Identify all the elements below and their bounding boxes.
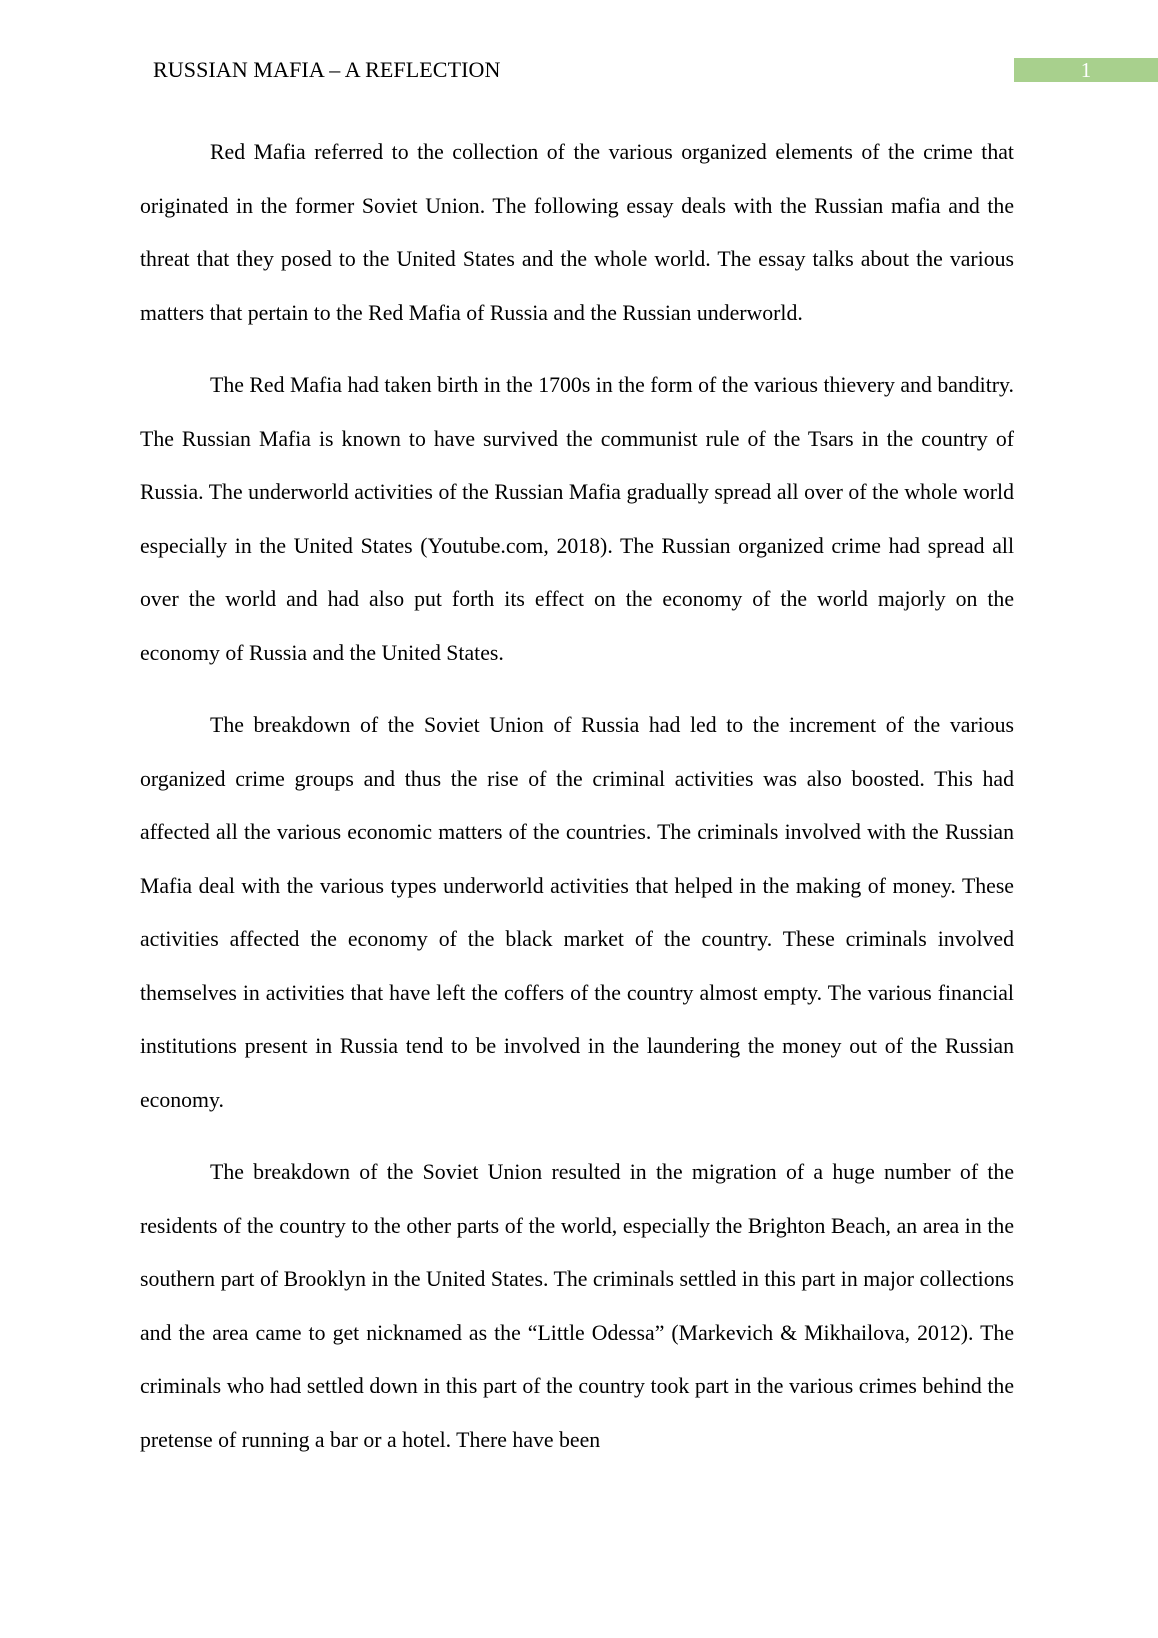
paragraph-3: The breakdown of the Soviet Union of Russia had led to the increment of the various organized crime groups and thus the rise of the criminal activities was also boosted. This had affected all the various economic matters of the countries. The criminals involved with the Russian Mafia deal with the various types underworld activities that helped in the making of money. These activities affected the economy of the black market of the country. These criminals involved themselves in activities that have left the coffers of the country almost empty. The various financial institutions present in Russia tend to be involved in the laundering the money out of the Russian economy.: [140, 713, 1014, 1112]
paragraph-2: The Red Mafia had taken birth in the 1700s in the form of the various thievery and banditry. The Russian Mafia is known to have survived the communist rule of the Tsars in the country of Russia. The underworld activities of the Russian Mafia gradually spread all over of the whole world especially in the United States (Youtube.com, 2018). The Russian organized crime had spread all over the world and had also put forth its effect on the economy of the world majorly on the economy of Russia and the United States.: [140, 373, 1014, 665]
page-number-box: [1014, 58, 1158, 82]
running-head: RUSSIAN MAFIA – A REFLECTION: [153, 57, 501, 82]
body-text: [140, 126, 1014, 1486]
paragraph-4: The breakdown of the Soviet Union resulted in the migration of a huge number of the residents of the country to the other parts of the world, especially the Brighton Beach, an area in the southern part of Brooklyn in the United States. The criminals settled in this part in major collections and the area came to get nicknamed as the “Little Odessa” (Markevich & Mikhailova, 2012). The criminals who had settled down in this part of the country took part in the various crimes behind the pretense of running a bar or a hotel. There have been: [140, 1160, 1014, 1452]
page-number: 1: [1080, 58, 1092, 82]
paragraph-1: Red Mafia referred to the collection of the various organized elements of the crime that originated in the former Soviet Union. The following essay deals with the Russian mafia and the threat that they posed to the United States and the whole world. The essay talks about the various matters that pertain to the Red Mafia of Russia and the Russian underworld.: [140, 140, 1014, 325]
